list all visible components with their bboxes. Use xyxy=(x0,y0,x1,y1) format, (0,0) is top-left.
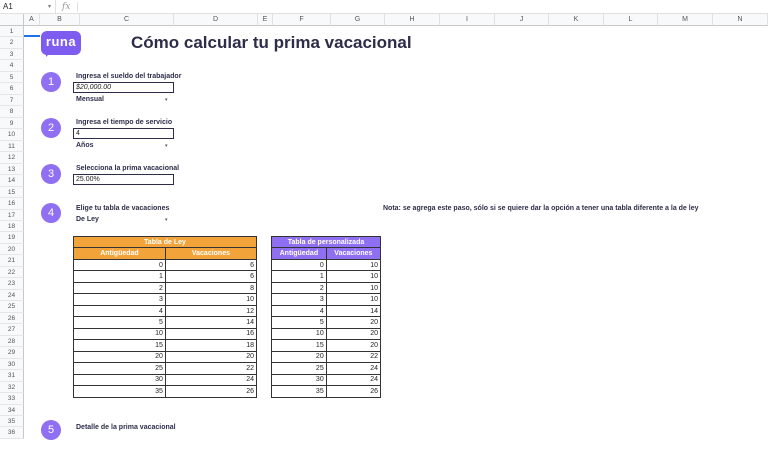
antiguedad-cell[interactable]: 20 xyxy=(272,351,327,362)
column-header[interactable]: F xyxy=(273,14,331,26)
row-header[interactable]: 36 xyxy=(0,427,24,438)
prima-input[interactable]: 25.00% xyxy=(73,174,174,185)
step-2-label: Ingresa el tiempo de servicio xyxy=(76,119,173,126)
table-row xyxy=(74,294,257,305)
vacaciones-cell[interactable]: 24 xyxy=(165,374,256,385)
antiguedad-cell[interactable]: 10 xyxy=(74,328,166,339)
table-row xyxy=(272,340,381,351)
tabla-pers-col-antiguedad: Antigüedad xyxy=(272,248,327,259)
step-4-badge: 4 xyxy=(41,203,61,223)
antiguedad-cell[interactable]: 1 xyxy=(272,271,327,282)
antiguedad-cell[interactable]: 20 xyxy=(74,351,166,362)
row-header[interactable]: 12 xyxy=(0,152,24,163)
vacaciones-cell[interactable]: 10 xyxy=(165,294,256,305)
tabla-ley-col-antiguedad: Antigüedad xyxy=(74,248,166,259)
table-row xyxy=(272,386,381,397)
step-3-label: Selecciona la prima vacacional xyxy=(76,165,180,172)
vacaciones-cell[interactable]: 20 xyxy=(326,317,380,328)
row-header[interactable]: 9 xyxy=(0,118,24,129)
row-header[interactable]: 26 xyxy=(0,313,24,324)
row-header[interactable]: 29 xyxy=(0,347,24,358)
table-row xyxy=(74,386,257,397)
row-header[interactable]: 7 xyxy=(0,95,24,106)
column-header[interactable]: I xyxy=(440,14,495,26)
service-unit-select[interactable]: Años xyxy=(76,142,94,149)
vacaciones-cell[interactable]: 10 xyxy=(326,259,380,270)
column-header[interactable]: G xyxy=(331,14,385,26)
table-row xyxy=(74,351,257,362)
table-row xyxy=(272,259,381,270)
table-row xyxy=(74,340,257,351)
table-row xyxy=(74,282,257,293)
table-row xyxy=(272,363,381,374)
column-header[interactable]: B xyxy=(40,14,80,26)
table-row xyxy=(272,305,381,316)
row-header[interactable]: 22 xyxy=(0,267,24,278)
antiguedad-cell[interactable]: 10 xyxy=(272,328,327,339)
antiguedad-cell[interactable]: 30 xyxy=(74,374,166,385)
tabla-ley-title: Tabla de Ley xyxy=(74,237,257,248)
antiguedad-cell[interactable]: 15 xyxy=(272,340,327,351)
table-row xyxy=(74,259,257,270)
row-header[interactable]: 15 xyxy=(0,187,24,198)
vacaciones-cell[interactable]: 10 xyxy=(326,294,380,305)
row-header[interactable]: 24 xyxy=(0,290,24,301)
vacaciones-cell[interactable]: 14 xyxy=(165,317,256,328)
cell-selection-indicator xyxy=(24,35,40,37)
vacaciones-cell[interactable]: 12 xyxy=(165,305,256,316)
antiguedad-cell[interactable]: 5 xyxy=(272,317,327,328)
vacaciones-cell[interactable]: 20 xyxy=(165,351,256,362)
antiguedad-cell[interactable]: 15 xyxy=(74,340,166,351)
row-header[interactable]: 4 xyxy=(0,60,24,71)
row-header[interactable]: 13 xyxy=(0,164,24,175)
vacaciones-cell[interactable]: 22 xyxy=(326,351,380,362)
name-box-value: A1 xyxy=(3,2,13,11)
row-header[interactable]: 18 xyxy=(0,221,24,232)
column-header[interactable]: L xyxy=(604,14,658,26)
chevron-down-icon[interactable]: ▾ xyxy=(165,217,168,223)
chevron-down-icon[interactable]: ▾ xyxy=(47,4,51,10)
antiguedad-cell[interactable]: 5 xyxy=(74,317,166,328)
antiguedad-cell[interactable]: 3 xyxy=(74,294,166,305)
antiguedad-cell[interactable]: 30 xyxy=(272,374,327,385)
antiguedad-cell[interactable]: 35 xyxy=(74,386,166,397)
tabla-pers-title: Tabla de personalizada xyxy=(272,237,381,248)
antiguedad-cell[interactable]: 0 xyxy=(272,259,327,270)
row-header[interactable]: 6 xyxy=(0,83,24,94)
tabla-pers-col-vacaciones: Vacaciones xyxy=(326,248,380,259)
table-row xyxy=(272,271,381,282)
table-row xyxy=(74,328,257,339)
page-title: Cómo calcular tu prima vacacional xyxy=(131,33,412,52)
vacaciones-cell[interactable]: 22 xyxy=(165,363,256,374)
column-header[interactable]: A xyxy=(24,14,40,26)
table-row xyxy=(74,363,257,374)
step-1-badge: 1 xyxy=(41,72,61,92)
row-header[interactable]: 19 xyxy=(0,232,24,243)
row-header[interactable]: 35 xyxy=(0,416,24,427)
tabla-ley-col-vacaciones: Vacaciones xyxy=(165,248,256,259)
antiguedad-cell[interactable]: 4 xyxy=(74,305,166,316)
vacaciones-cell[interactable]: 10 xyxy=(326,282,380,293)
row-header[interactable]: 16 xyxy=(0,198,24,209)
column-header[interactable]: D xyxy=(174,14,258,26)
vacaciones-cell[interactable]: 18 xyxy=(165,340,256,351)
vacaciones-cell[interactable]: 24 xyxy=(326,363,380,374)
fx-icon: fx xyxy=(62,2,71,12)
table-row xyxy=(74,305,257,316)
row-header[interactable]: 23 xyxy=(0,278,24,289)
vacaciones-cell[interactable]: 26 xyxy=(326,386,380,397)
column-header[interactable]: C xyxy=(80,14,174,26)
row-header[interactable]: 28 xyxy=(0,336,24,347)
row-header[interactable]: 27 xyxy=(0,324,24,335)
table-row xyxy=(272,317,381,328)
row-header[interactable]: 21 xyxy=(0,255,24,266)
table-row xyxy=(272,374,381,385)
vacaciones-cell[interactable]: 10 xyxy=(326,271,380,282)
column-header[interactable]: H xyxy=(385,14,440,26)
select-all-corner[interactable] xyxy=(0,14,24,26)
vacaciones-cell[interactable]: 6 xyxy=(165,271,256,282)
row-header[interactable]: 31 xyxy=(0,370,24,381)
runa-logo: runa xyxy=(41,31,81,55)
vacaciones-cell[interactable]: 26 xyxy=(165,386,256,397)
vacation-table-select[interactable]: De Ley xyxy=(76,216,99,223)
step-2-badge: 2 xyxy=(41,118,61,138)
table-row xyxy=(272,351,381,362)
row-header[interactable]: 17 xyxy=(0,210,24,221)
column-header[interactable]: K xyxy=(549,14,604,26)
row-header[interactable]: 8 xyxy=(0,106,24,117)
row-header[interactable]: 32 xyxy=(0,382,24,393)
step-3-badge: 3 xyxy=(41,164,61,184)
formula-bar xyxy=(0,0,768,14)
antiguedad-cell[interactable]: 3 xyxy=(272,294,327,305)
salary-input[interactable]: $20,000.00 xyxy=(73,82,174,93)
chevron-down-icon[interactable]: ▾ xyxy=(165,97,168,103)
vacaciones-cell[interactable]: 8 xyxy=(165,282,256,293)
column-header[interactable]: N xyxy=(713,14,768,26)
step-1-label: Ingresa el sueldo del trabajador xyxy=(76,73,182,80)
step-5-badge: 5 xyxy=(41,420,61,440)
antiguedad-cell[interactable]: 35 xyxy=(272,386,327,397)
formula-separator xyxy=(77,2,78,12)
antiguedad-cell[interactable]: 25 xyxy=(74,363,166,374)
tabla-personalizada xyxy=(271,236,381,398)
row-header[interactable]: 3 xyxy=(0,49,24,60)
step-5-label: Detalle de la prima vacacional xyxy=(76,424,176,431)
row-header[interactable]: 25 xyxy=(0,301,24,312)
vacaciones-cell[interactable]: 16 xyxy=(165,328,256,339)
logo-tail xyxy=(46,52,51,57)
table-row xyxy=(272,328,381,339)
row-header[interactable]: 20 xyxy=(0,244,24,255)
antiguedad-cell[interactable]: 4 xyxy=(272,305,327,316)
column-header[interactable]: M xyxy=(658,14,713,26)
row-header[interactable]: 11 xyxy=(0,141,24,152)
tabla-ley xyxy=(73,236,257,398)
table-row xyxy=(272,294,381,305)
step-4-label: Elige tu tabla de vacaciones xyxy=(76,205,170,212)
chevron-down-icon[interactable]: ▾ xyxy=(165,143,168,149)
row-header[interactable]: 1 xyxy=(0,26,24,37)
note-text: Nota: se agrega este paso, sólo si se quiere dar la opción a tener una tabla diferente a la de ley xyxy=(383,205,699,212)
vacaciones-cell[interactable]: 20 xyxy=(326,340,380,351)
table-row xyxy=(74,374,257,385)
column-header[interactable]: E xyxy=(258,14,273,26)
vacaciones-cell[interactable]: 6 xyxy=(165,259,256,270)
table-row xyxy=(74,317,257,328)
table-row xyxy=(74,271,257,282)
table-row xyxy=(272,282,381,293)
column-header[interactable]: J xyxy=(495,14,549,26)
row-header[interactable]: 5 xyxy=(0,72,24,83)
antiguedad-cell[interactable]: 25 xyxy=(272,363,327,374)
antiguedad-cell[interactable]: 2 xyxy=(74,282,166,293)
vacaciones-cell[interactable]: 20 xyxy=(326,328,380,339)
vacaciones-cell[interactable]: 14 xyxy=(326,305,380,316)
row-header[interactable]: 30 xyxy=(0,359,24,370)
row-header[interactable]: 34 xyxy=(0,405,24,416)
vacaciones-cell[interactable]: 24 xyxy=(326,374,380,385)
row-header[interactable]: 10 xyxy=(0,129,24,140)
antiguedad-cell[interactable]: 2 xyxy=(272,282,327,293)
antiguedad-cell[interactable]: 0 xyxy=(74,259,166,270)
row-header[interactable]: 2 xyxy=(0,37,24,48)
service-time-input[interactable]: 4 xyxy=(73,128,174,139)
row-header[interactable]: 14 xyxy=(0,175,24,186)
name-box[interactable] xyxy=(0,0,56,14)
row-header[interactable]: 33 xyxy=(0,393,24,404)
salary-period-select[interactable]: Mensual xyxy=(76,96,105,103)
antiguedad-cell[interactable]: 1 xyxy=(74,271,166,282)
